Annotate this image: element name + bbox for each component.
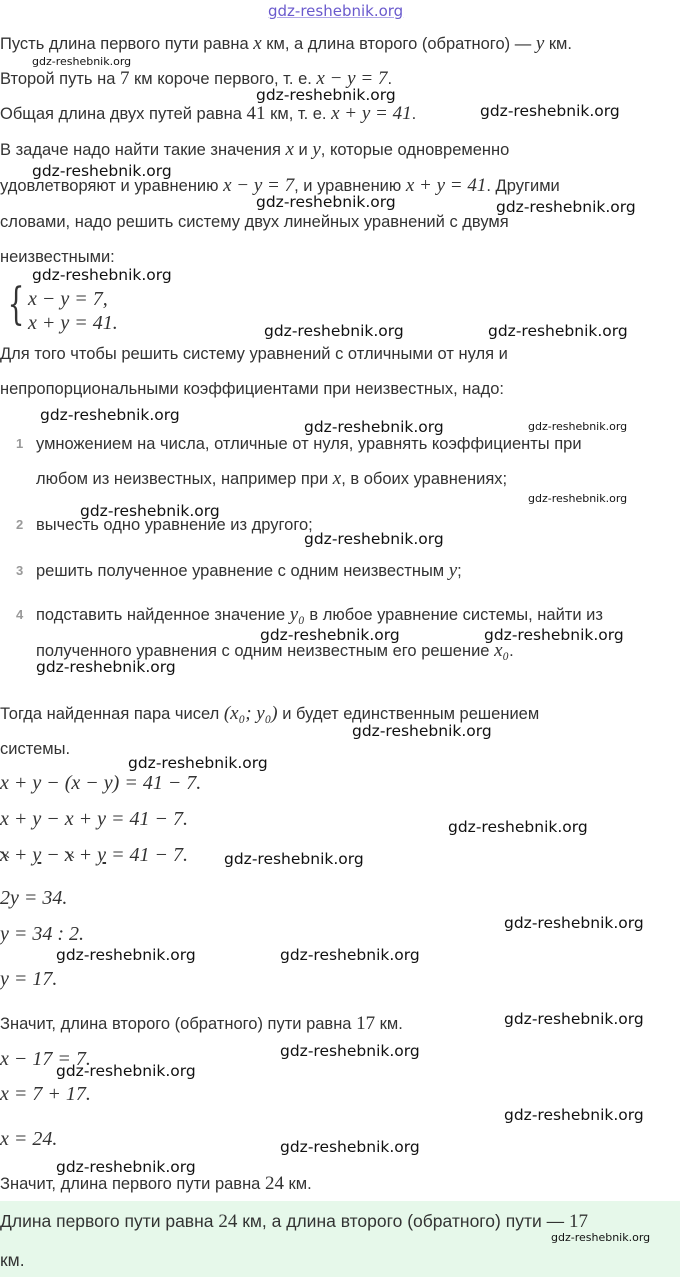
system-eq-2: x + y = 41.	[28, 312, 118, 334]
step-number: 3	[16, 563, 24, 578]
watermark: gdz-reshebnik.org	[56, 946, 196, 964]
watermark: gdz-reshebnik.org	[551, 1231, 651, 1244]
watermark: gdz-reshebnik.org	[260, 626, 400, 644]
watermark: gdz-reshebnik.org	[36, 658, 176, 676]
method-line-1: Для того чтобы решить систему уравнений с отличными от нуля и	[0, 345, 508, 363]
step-number: 1	[16, 436, 24, 451]
watermark: gdz-reshebnik.org	[488, 322, 628, 340]
step-1-line-2: любом из неизвестных, например при x, в обоих уравнениях;	[36, 468, 508, 489]
then-line-2: системы.	[0, 740, 71, 758]
intro-line-4: В задаче надо найти такие значения x и y, которые одновременно	[0, 139, 510, 160]
calc-step-5: y = 34 : 2.	[0, 923, 85, 945]
step-number: 2	[16, 517, 24, 532]
intro-line-7: неизвестными:	[0, 248, 115, 266]
watermark: gdz-reshebnik.org	[280, 946, 420, 964]
calc-step-4: 2y = 34.	[0, 887, 68, 909]
watermark: gdz-reshebnik.org	[304, 530, 444, 548]
step-3-line-1: решить полученное уравнение с одним неизвестным y;	[36, 560, 462, 581]
watermark: gdz-reshebnik.org	[256, 86, 396, 104]
method-line-2: непропорциональными коэффициентами при неизвестных, надо:	[0, 380, 504, 398]
watermark: gdz-reshebnik.org	[56, 1062, 196, 1080]
intro-line-3: Общая длина двух путей равна 41 км, т. е. x + y = 41.	[0, 103, 417, 124]
answer-line-1: Длина первого пути равна 24 км, а длина второго (обратного) пути — 17	[0, 1211, 588, 1232]
intro-line-1: Пусть длина первого пути равна x км, а длина второго (обратного) — y км.	[0, 33, 572, 54]
result-line-x: Значит, длина первого пути равна 24 км.	[0, 1173, 312, 1194]
watermark: gdz-reshebnik.org	[504, 1106, 644, 1124]
calc-step-3-cancellation: x + y − x + y = 41 − 7.	[0, 844, 189, 866]
watermark: gdz-reshebnik.org	[496, 198, 636, 216]
step-2-line-1: вычесть одно уравнение из другого;	[36, 516, 313, 534]
calc-step-2: x + y − x + y = 41 − 7.	[0, 808, 188, 830]
calc-step-1: x + y − (x − y) = 41 − 7.	[0, 772, 202, 794]
watermark-top-link[interactable]: gdz-reshebnik.org	[268, 2, 404, 20]
answer-box	[0, 1201, 680, 1277]
intro-line-5: удовлетворяют и уравнению x − y = 7, и уравнению x + y = 41. Другими	[0, 175, 560, 196]
watermark: gdz-reshebnik.org	[528, 492, 628, 505]
calc-step-8: x = 7 + 17.	[0, 1083, 91, 1105]
step-4-line-2: полученного уравнения с одним неизвестным его решение x₀.	[36, 640, 514, 661]
step-4-line-1: подставить найденное значение y₀ в любое уравнение системы, найти из	[36, 604, 603, 625]
watermark: gdz-reshebnik.org	[304, 418, 444, 436]
watermark: gdz-reshebnik.org	[280, 1138, 420, 1156]
watermark: gdz-reshebnik.org	[528, 420, 628, 433]
intro-line-6: словами, надо решить систему двух линейных уравнений с двумя	[0, 213, 509, 231]
watermark: gdz-reshebnik.org	[40, 406, 180, 424]
watermark: gdz-reshebnik.org	[32, 266, 172, 284]
watermark: gdz-reshebnik.org	[352, 722, 492, 740]
result-line-y: Значит, длина второго (обратного) пути равна 17 км.	[0, 1013, 403, 1034]
watermark: gdz-reshebnik.org	[280, 1042, 420, 1060]
calc-step-9: x = 24.	[0, 1128, 58, 1150]
system-brace: {	[7, 279, 25, 330]
intro-line-2: Второй путь на 7 км короче первого, т. е. x − y = 7.	[0, 68, 393, 89]
step-1-line-1: умножением на числа, отличные от нуля, уравнять коэффициенты при	[36, 435, 582, 453]
watermark: gdz-reshebnik.org	[256, 193, 396, 211]
watermark: gdz-reshebnik.org	[128, 754, 268, 772]
answer-line-2: км.	[0, 1250, 25, 1270]
watermark: gdz-reshebnik.org	[32, 162, 172, 180]
then-line-1: Тогда найденная пара чисел (x₀; y₀) и будет единственным решением	[0, 703, 540, 724]
watermark: gdz-reshebnik.org	[480, 102, 620, 120]
calc-step-6: y = 17.	[0, 968, 58, 990]
watermark: gdz-reshebnik.org	[224, 850, 364, 868]
system-eq-1: x − y = 7,	[28, 288, 108, 310]
watermark: gdz-reshebnik.org	[32, 55, 132, 68]
watermark: gdz-reshebnik.org	[56, 1158, 196, 1176]
step-number: 4	[16, 607, 24, 622]
calc-step-7: x − 17 = 7.	[0, 1048, 91, 1070]
watermark: gdz-reshebnik.org	[264, 322, 404, 340]
watermark: gdz-reshebnik.org	[484, 626, 624, 644]
watermark: gdz-reshebnik.org	[504, 1010, 644, 1028]
watermark: gdz-reshebnik.org	[80, 502, 220, 520]
watermark: gdz-reshebnik.org	[448, 818, 588, 836]
watermark: gdz-reshebnik.org	[504, 914, 644, 932]
